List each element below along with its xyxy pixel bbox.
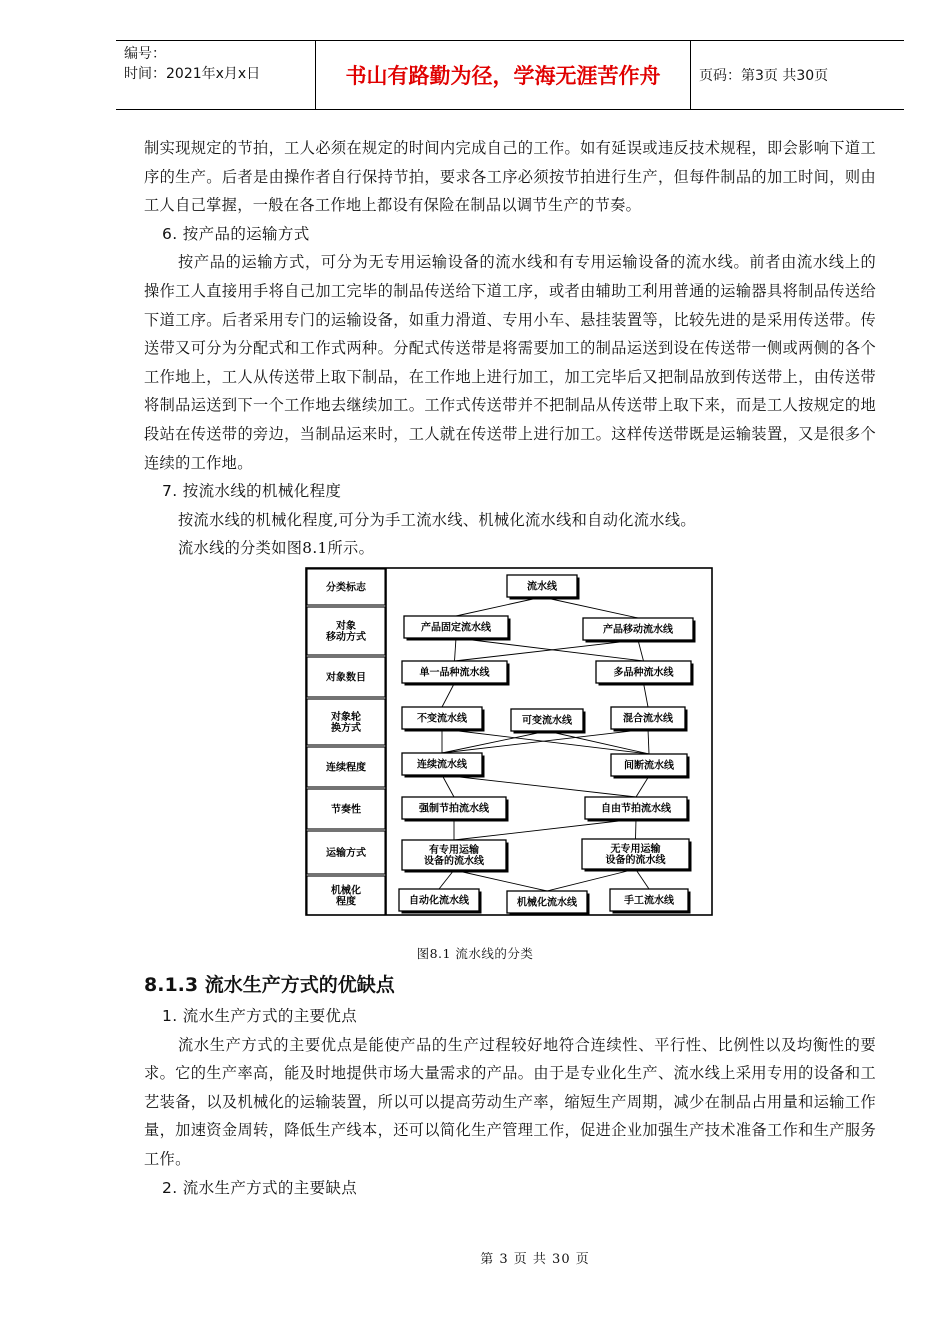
classification-node-label: 连续流水线 <box>417 759 467 771</box>
connector-line <box>638 640 644 661</box>
connector-line <box>648 729 649 754</box>
classification-label: 分类标志 <box>326 582 366 594</box>
header-meta <box>116 41 316 109</box>
connector-line <box>455 638 457 661</box>
classification-node <box>402 707 485 732</box>
connector-line <box>442 731 547 753</box>
connector-line <box>442 683 455 707</box>
classification-label: 机械化程度 <box>331 885 361 908</box>
classification-node <box>511 709 586 734</box>
item6-heading: 6. 按产品的运输方式 <box>162 224 310 243</box>
classification-node-label: 强制节拍流水线 <box>419 803 489 815</box>
section-title: 8.1.3 流水生产方式的优缺点 <box>144 974 395 996</box>
figure-reference: 流水线的分类如图8.1所示。 <box>178 539 375 558</box>
classification-node <box>404 616 511 641</box>
text-block-bottom <box>144 1002 876 1202</box>
connector-line <box>442 775 454 797</box>
classification-node-label: 单一品种流水线 <box>419 667 490 679</box>
classification-label: 连续程度 <box>326 762 366 774</box>
classification-node-label: 产品移动流水线 <box>603 624 673 636</box>
sub1-paragraph: 流水生产方式的主要优点是能使产品的生产过程较好地符合连续性、平行性、比例性以及均衡性的要求。它的生产率高，能及时地提供市场大量需求的产品。由于是专业化生产、流水线上采用专用的设备和工艺装备，以及机械化的运输装置，所以可以提高劳动生产率，缩短生产周期，减少在制品占用量和运输工作量，加速资金周转，降低生产线本，还可以简化生产管理工作，促进企业加强生产技术准备工作和生产服务工作。 <box>144 1035 876 1168</box>
figure-caption: 图8.1 流水线的分类 <box>416 946 534 961</box>
classification-node-label: 有专用运输设备的流水线 <box>424 845 484 867</box>
classification-node-label: 间断流水线 <box>624 760 674 772</box>
classification-node <box>402 753 485 778</box>
classification-node <box>507 575 580 600</box>
classification-node-label: 多品种流水线 <box>613 667 674 679</box>
sub1-heading: 1. 流水生产方式的主要优点 <box>162 1007 358 1025</box>
connector-line <box>636 869 650 889</box>
classification-node <box>399 889 482 914</box>
classification-node-label: 混合流水线 <box>623 713 673 725</box>
classification-node-label: 手工流水线 <box>624 895 674 907</box>
classification-node-label: 自动化流水线 <box>409 895 469 907</box>
connector-line <box>454 819 636 840</box>
header-page-info: 页码：第3页 共30页 <box>699 68 829 84</box>
page-footer: 第 3 页 共 30 页 <box>480 1252 590 1267</box>
classification-label: 节奏性 <box>331 804 361 816</box>
classification-node <box>611 707 688 732</box>
connector-line <box>442 775 636 797</box>
classification-label: 对象轮换方式 <box>331 712 361 734</box>
connector-line <box>636 776 649 797</box>
header-motto: 书山有路勤为径，学海无涯苦作舟 <box>316 41 691 109</box>
classification-label: 运输方式 <box>326 848 366 859</box>
classification-node-label: 自由节拍流水线 <box>601 803 671 815</box>
classification-node <box>507 891 590 916</box>
classification-node-label: 不变流水线 <box>417 713 467 725</box>
classification-node-label: 流水线 <box>527 581 557 593</box>
classification-node <box>596 661 694 686</box>
classification-node <box>582 839 692 872</box>
connector-line <box>636 819 637 839</box>
item7-heading: 7. 按流水线的机械化程度 <box>162 482 342 501</box>
classification-node-label: 可变流水线 <box>522 715 572 727</box>
paragraph: 制实现规定的节拍，工人必须在规定的时间内完成自己的工作。如有延误或违反技术规程，即会影响下道工序的生产。后者是由操作者自行保持节拍，要求各工序必须按节拍进行生产，但每件制品的加工时间，则由工人自己掌握，一般在各工作地上都设有保险在制品以调节生产的节奏。 <box>144 139 876 215</box>
classification-node-label: 无专用运输设备的流水线 <box>605 844 666 866</box>
connector-line <box>547 869 636 891</box>
classification-label: 对象移动方式 <box>326 621 366 643</box>
connector-line <box>455 640 639 661</box>
classification-node <box>585 797 690 822</box>
classification-node <box>610 889 691 914</box>
assembly-line-classification-diagram <box>305 567 713 916</box>
time-label: 时间：2021年x月x日 <box>124 66 261 82</box>
classification-label: 对象数目 <box>326 672 366 684</box>
connector-line <box>542 597 638 618</box>
classification-node-label: 产品固定流水线 <box>421 622 491 634</box>
sub2-heading: 2. 流水生产方式的主要缺点 <box>162 1178 358 1197</box>
connector-line <box>439 870 454 889</box>
text-block-top <box>144 134 876 563</box>
page-header <box>116 40 904 110</box>
connector-line <box>456 597 542 616</box>
classification-node <box>402 840 509 873</box>
classification-node <box>611 754 690 779</box>
classification-node <box>402 661 510 686</box>
number-label: 编号： <box>124 46 166 62</box>
classification-node <box>583 618 696 643</box>
item6-paragraph: 按产品的运输方式，可分为无专用运输设备的流水线和有专用运输设备的流水线。前者由流水线上的操作工人直接用手将自己加工完毕的制品传送给下道工序，或者由辅助工利用普通的运输器具将制品传送给下道工序。后者采用专门的运输设备，如重力滑道、专用小车、悬挂装置等，比较先进的是采用传送带。传送带又可分为分配式和工作式两种。分配式传送带是将需要加工的制品运送到设在传送带一侧或两侧的各个工作地上，工人从传送带上取下制品，在工作地上进行加工，加工完毕后又把制品放到传送带上，由传送带将制品运送到下一个工作地去继续加工。工作式传送带并不把制品从传送带上取下来，而是工人按规定的地段站在传送带的旁边，当制品运来时，工人就在传送带上进行加工。这样传送带既是运输装置，又是很多个连续的工作地。 <box>144 253 876 472</box>
item7-paragraph: 按流水线的机械化程度,可分为手工流水线、机械化流水线和自动化流水线。 <box>178 510 696 529</box>
classification-node-label: 机械化流水线 <box>517 897 577 909</box>
connector-line <box>644 683 649 707</box>
connector-line <box>454 870 547 891</box>
classification-node <box>402 797 509 822</box>
